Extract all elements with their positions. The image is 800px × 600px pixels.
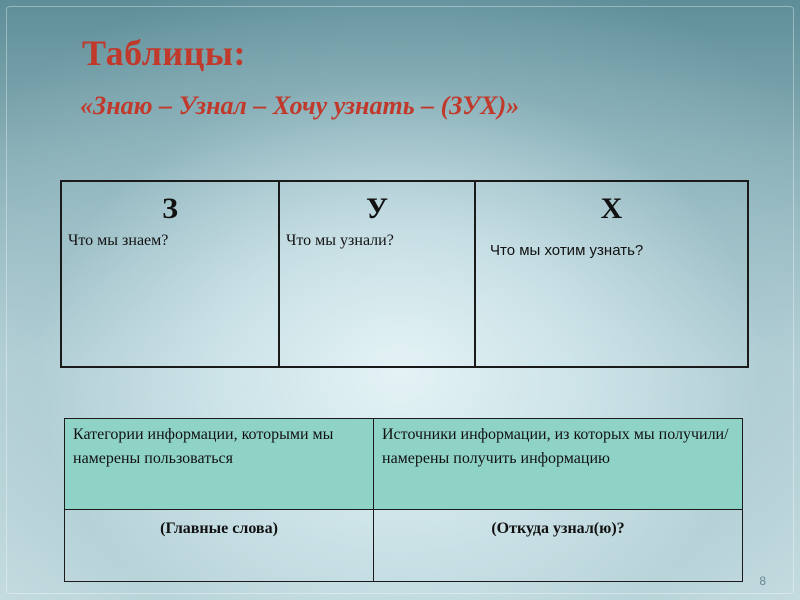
zux-column-know <box>61 181 279 367</box>
info-cell-key-words: (Главные слова) <box>65 510 374 582</box>
slide-title: Таблицы: <box>82 33 246 73</box>
zux-table-row <box>61 181 748 367</box>
zux-question-learned: Что мы узнали? <box>286 232 394 249</box>
info-header-sources: Источники информации, из которых мы получили/намерены получить информацию <box>374 419 743 510</box>
slide-subtitle: «Знаю – Узнал – Хочу узнать – (ЗУХ)» <box>80 91 520 120</box>
zux-question-know: Что мы знаем? <box>68 232 169 249</box>
info-header-categories: Категории информации, которыми мы намерены пользоваться <box>65 419 374 510</box>
info-table-header-row <box>65 419 743 510</box>
info-table-row <box>65 510 743 582</box>
zux-column-want <box>475 181 748 367</box>
page-number: 8 <box>759 574 766 588</box>
zux-letter-kh: Х <box>600 192 623 225</box>
info-cell-where-from: (Откуда узнал(ю)? <box>374 510 743 582</box>
zux-table <box>60 180 749 368</box>
info-sources-table <box>64 418 743 582</box>
zux-letter-z: З <box>162 192 178 225</box>
zux-column-learned <box>279 181 475 367</box>
zux-letter-u: У <box>365 192 389 225</box>
zux-question-want: Что мы хотим узнать? <box>490 242 644 259</box>
